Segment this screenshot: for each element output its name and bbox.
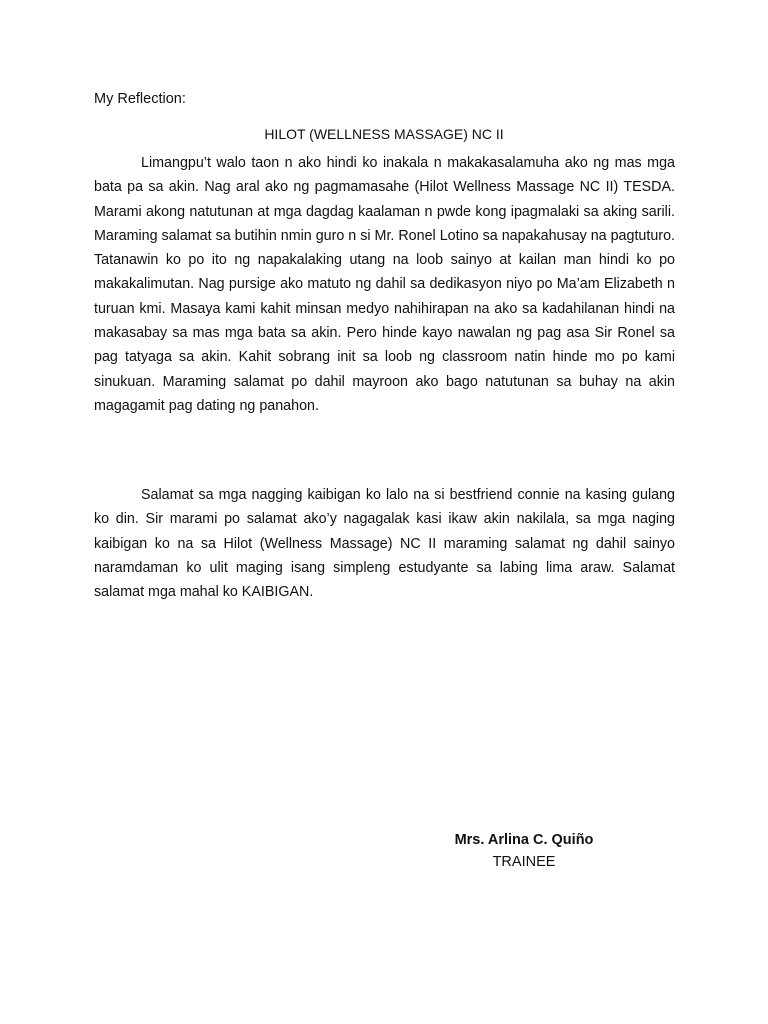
document-title: HILOT (WELLNESS MASSAGE) NC II (264, 126, 504, 142)
paragraph-1: Limangpu’t walo taon n ako hindi ko inakala n makakasalamuha ako ng mas mga bata pa sa akin. Nag aral ako ng pagmamasahe (Hilot Wellness Massage NC II) TESDA. Marami akong natutunan at mga dagdag kaalaman n pwde kong ipagmalaki sa aking sarili. Maraming salamat sa butihin nmin guro n si Mr. Ronel Lotino sa napakahusay na pagtuturo. Tatanawin ko po ito ng napakalaking utang na loob sainyo at kailan man hindi ko po makakalimutan. Nag pursige ako matuto ng dahil sa dedikasyon niyo po Ma’am Elizabeth n turuan kmi. Masaya kami kahit minsan medyo nahihirapan na ako sa kadahilanan hindi na makasabay sa mas mga bata sa akin. Pero hinde kayo nawalan ng pag asa Sir Ronel sa pag tatyaga sa akin. Kahit sobrang init sa loob ng classroom natin hinde mo po kami sinukuan. Maraming salamat po dahil mayroon ako bago natutunan sa buhay na akin magagamit pag dating ng panahon. (94, 155, 675, 414)
signer-role: TRAINEE (492, 854, 556, 870)
paragraph-2: Salamat sa mga nagging kaibigan ko lalo na si bestfriend connie na kasing gulang ko din. Sir marami po salamat ako’y nagagalak kasi ikaw akin nakilala, sa mga naging kaibigan ko na sa Hilot (Wellness Massage) NC II maraming salamat ng dahil sainyo naramdaman ko ulit maging isang simpleng estudyante sa labing lima araw. Salamat salamat mga mahal ko KAIBIGAN. (94, 487, 675, 601)
reflection-heading: My Reflection: (94, 91, 186, 107)
signature-block (445, 829, 603, 873)
signer-name: Mrs. Arlina C. Quiño (454, 832, 594, 848)
